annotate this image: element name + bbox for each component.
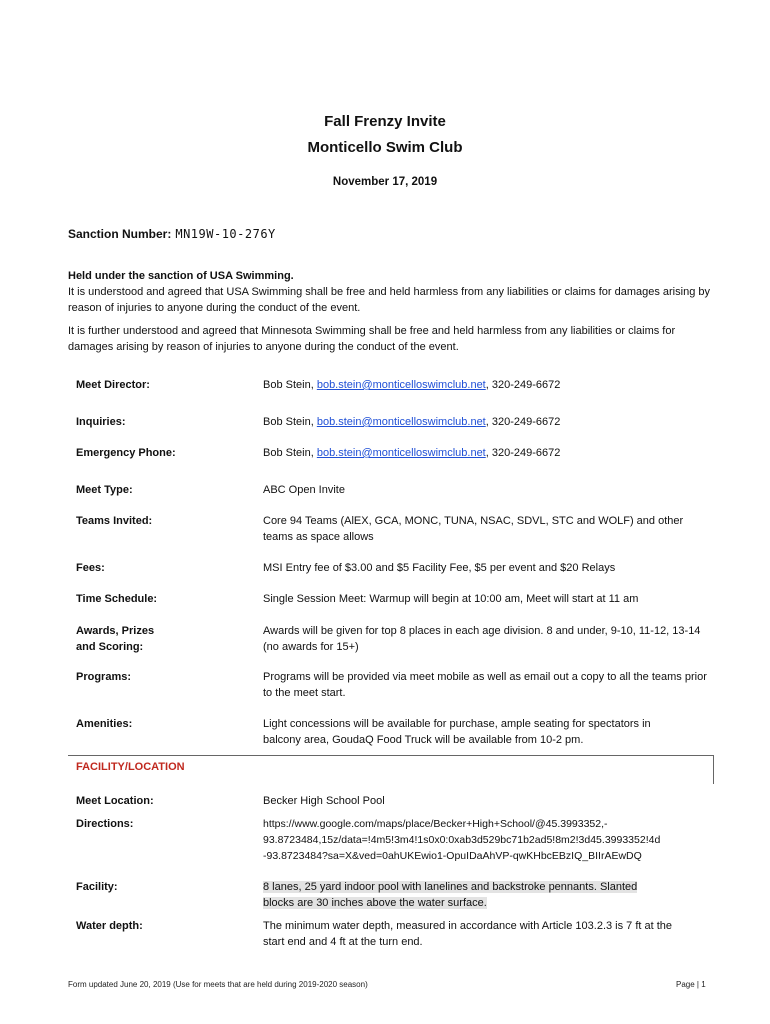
time-schedule-label: Time Schedule: — [76, 593, 158, 605]
emergency-name: Bob Stein, — [263, 447, 317, 459]
emergency-phone-label: Emergency Phone: — [76, 447, 176, 459]
programs-value: Programs will be provided via meet mobile as well as email out a copy to all the teams prior to the meet start. — [263, 671, 707, 699]
directions-value[interactable] — [263, 816, 713, 864]
directions-url-line2: 93.8723484,15z/data=!4m5!3m4!1s0x0:0xab3d529bc71b2ad5!8m2!3d45.3993352!4d — [263, 834, 661, 846]
awards-label — [76, 623, 246, 655]
mn-swimming-disclaimer: It is further understood and agreed that Minnesota Swimming shall be free and held harmless from any liabilities or claims for damages arising by reason of injuries to anyone during the conduct of the event. — [68, 325, 676, 353]
footer-page-number: Page | 1 — [676, 980, 706, 989]
facility-value — [263, 879, 713, 911]
fees-value: MSI Entry fee of $3.00 and $5 Facility Fee, $5 per event and $20 Relays — [263, 562, 616, 574]
awards-label-line1: Awards, Prizes — [76, 625, 155, 637]
time-schedule-value: Single Session Meet: Warmup will begin at 10:00 am, Meet will start at 11 am — [263, 593, 639, 605]
footer-form-note: Form updated June 20, 2019 (Use for meets that are held during 2019-2020 season) — [68, 980, 368, 989]
meet-director-name: Bob Stein, — [263, 379, 317, 391]
meet-director-email-link[interactable]: bob.stein@monticelloswimclub.net — [316, 379, 486, 391]
emergency-phone: , 320-249-6672 — [485, 447, 561, 459]
sanction-number — [68, 227, 276, 241]
directions-label: Directions: — [76, 818, 134, 830]
inquiries-value — [263, 414, 713, 430]
water-depth-label: Water depth: — [76, 920, 143, 932]
club-name: Monticello Swim Club — [307, 139, 463, 156]
facility-line2: blocks are 30 inches above the water surface. — [263, 897, 487, 909]
sanction-value: MN19W-10-276Y — [175, 227, 276, 241]
directions-url-line1: https://www.google.com/maps/place/Becker+High+School/@45.3993352,- — [263, 818, 608, 830]
amenities-label: Amenities: — [76, 718, 133, 730]
usa-swimming-disclaimer: It is understood and agreed that USA Swimming shall be free and held harmless from any liabilities or claims for damages arising by reason of injuries to anyone during the conduct of the event. — [68, 286, 710, 314]
awards-label-line2: and Scoring: — [76, 641, 144, 653]
sanction-label: Sanction Number: — [68, 227, 172, 241]
meet-director-phone: , 320-249-6672 — [485, 379, 561, 391]
fees-label: Fees: — [76, 562, 105, 574]
meet-director-label: Meet Director: — [76, 379, 150, 391]
meet-type-label: Meet Type: — [76, 484, 133, 496]
meet-date: November 17, 2019 — [332, 176, 438, 188]
emergency-email-link[interactable]: bob.stein@monticelloswimclub.net — [316, 447, 486, 459]
meet-director-value — [263, 377, 713, 393]
programs-label: Programs: — [76, 671, 132, 683]
sanction-heading: Held under the sanction of USA Swimming. — [68, 270, 294, 282]
meet-title: Fall Frenzy Invite — [324, 113, 446, 130]
facility-section-title: FACILITY/LOCATION — [76, 761, 185, 773]
awards-value: Awards will be given for top 8 places in each age division. 8 and under, 9-10, 11-12, 13-14 (no awards for 15+) — [263, 625, 701, 653]
directions-url-line3: -93.8723484?sa=X&ved=0ahUKEwio1-OpuIDaAhVP-qwKHbcEBzIQ_BIIrAEwDQ — [263, 850, 642, 862]
inquiries-label: Inquiries: — [76, 416, 126, 428]
meet-type-value: ABC Open Invite — [263, 484, 345, 496]
facility-label: Facility: — [76, 881, 118, 893]
inquiries-email-link[interactable]: bob.stein@monticelloswimclub.net — [316, 416, 486, 428]
teams-invited-label: Teams Invited: — [76, 515, 153, 527]
water-depth-value: The minimum water depth, measured in accordance with Article 103.2.3 is 7 ft at the start end and 4 ft at the turn end. — [263, 920, 673, 948]
emergency-phone-value — [263, 445, 713, 461]
amenities-value: Light concessions will be available for purchase, ample seating for spectators in balcony area, GoudaQ Food Truck will be available from 10-2 pm. — [263, 718, 651, 746]
meet-location-label: Meet Location: — [76, 795, 154, 807]
inquiries-name: Bob Stein, — [263, 416, 317, 428]
meet-location-value: Becker High School Pool — [263, 795, 385, 807]
inquiries-phone: , 320-249-6672 — [485, 416, 561, 428]
facility-line1: 8 lanes, 25 yard indoor pool with lanelines and backstroke pennants. Slanted — [263, 881, 638, 893]
teams-invited-value: Core 94 Teams (AlEX, GCA, MONC, TUNA, NSAC, SDVL, STC and WOLF) and other teams as space allows — [263, 515, 684, 543]
